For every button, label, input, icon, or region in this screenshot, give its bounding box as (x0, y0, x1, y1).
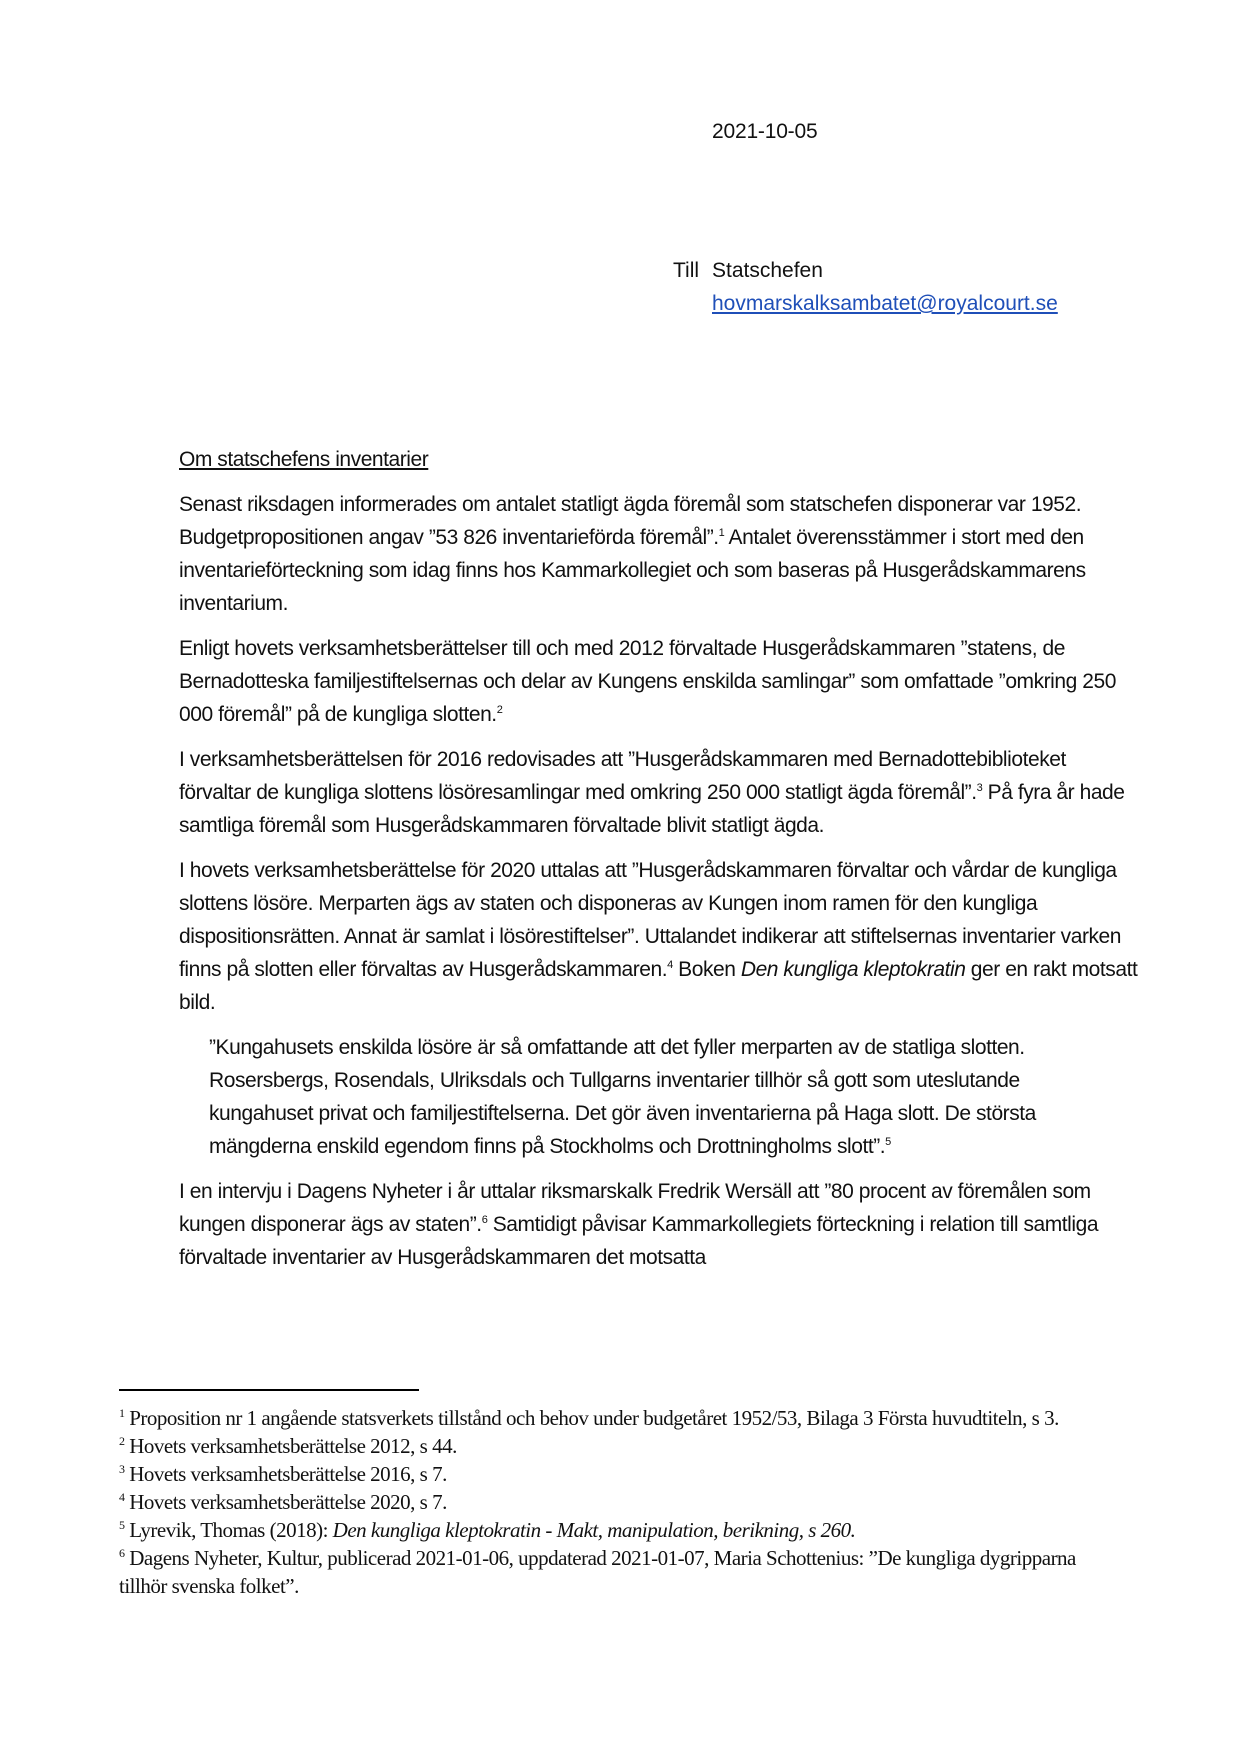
letter-title: Om statschefens inventarier (179, 448, 429, 471)
recipient-email-row (673, 287, 1058, 320)
recipient-name: Statschefen (712, 259, 823, 282)
footnote-ref-5[interactable]: 5 (885, 1136, 891, 1148)
recipient-block (673, 254, 1058, 320)
paragraph-1: Senast riksdagen informerades om antalet statligt ägda föremål som statschefen disponerar var 1952. Budgetpropositionen angav ”53 826 inventarieförda föremål”.$^1$ Antalet överensstämmer i stort med den inventarieförteckning som idag finns hos Kammarkollegiet och som baseras på Husgerådskammarens inventarium. (179, 493, 1086, 615)
footnote-ref-6[interactable]: 6 (481, 1214, 488, 1226)
paragraph-5: I en intervju i Dagens Nyheter i år uttalar riksmarskalk Fredrik Wersäll att ”80 procent av föremålen som kungen disponerar ägs av staten”.$^6$ Samtidigt påvisar Kammarkollegiets förteckning i relation till samtliga förvaltade inventarier av Husgerådskammaren det motsatta (179, 1180, 1099, 1269)
footnote-ref-2[interactable]: 2 (496, 704, 503, 716)
footnote-2: $^2$ Hovets verksamhetsberättelse 2012, s 44. (119, 1434, 457, 1458)
recipient-row (673, 254, 1058, 287)
recipient-label: Till (673, 259, 700, 282)
footnote-3: $^3$ Hovets verksamhetsberättelse 2016, s 7. (119, 1462, 447, 1486)
footnote-ref-3[interactable]: 3 (976, 782, 983, 794)
footnote-4: $^4$ Hovets verksamhetsberättelse 2020, s 7. (119, 1490, 447, 1514)
paragraph-4: I hovets verksamhetsberättelse för 2020 uttalas att ”Husgerådskammaren förvaltar och vårdar de kungliga slottens lösöre. Merparten ägs av staten och disponeras av Kungen inom ramen för den kungliga dispositionsrätten. Annat är samlat i lösörestiftelser”. Uttalandet indikerar att stiftelsernas inventarier varken finns på slotten eller förvaltas av Husgerådskammaren.$^4$ Boken Den kungliga kleptokratin ger en rakt motsatt bild. (179, 859, 1138, 1014)
book-title: Den kungliga kleptokratin (740, 958, 966, 981)
letter-date: 2021-10-05 (712, 120, 818, 143)
footnote-1: $^1$ Proposition nr 1 angående statsverkets tillstånd och behov under budgetåret 1952/53, Bilaga 3 Första huvudtiteln, s 3. (119, 1406, 1059, 1430)
footnote-ref-4[interactable]: 4 (667, 959, 673, 971)
paragraph-3: I verksamhetsberättelsen för 2016 redovisades att ”Husgerådskammaren med Bernadottebiblioteket förvaltar de kungliga slottens lösöresamlingar med omkring 250 000 statligt ägda föremål”.$^3$ På fyra år hade samtliga föremål som Husgerådskammaren förvaltade blivit statligt ägda. (179, 748, 1125, 837)
footnote-ref-1[interactable]: 1 (718, 527, 725, 539)
paragraph-2: Enligt hovets verksamhetsberättelser till och med 2012 förvaltade Husgerådskammaren ”statens, de Bernadotteska familjestiftelsernas och delar av Kungens enskilda samlingar” som omfattade ”omkring 250 000 föremål” på de kungliga slotten.$^2$ (179, 637, 1116, 726)
block-quote: ”Kungahusets enskilda lösöre är så omfattande att det fyller merparten av de statliga slotten. Rosersbergs, Rosendals, Ulriksdals och Tullgarns inventarier tillhör så gott som uteslutande kungahuset privat och familjestiftelserna. Det gör även inventarierna på Haga slott. De största mängderna enskild egendom finns på Stockholms och Drottningholms slott”.$^5$ (209, 1036, 1036, 1158)
letter-body (179, 443, 1139, 1286)
recipient-email-link[interactable]: hovmarskalksambatet@royalcourt.se (712, 292, 1058, 315)
footnote-separator (119, 1389, 419, 1391)
footnote-6: $^6$ Dagens Nyheter, Kultur, publicerad 2021-01-06, uppdaterad 2021-01-07, Maria Schottenius: ”De kungliga dygripparna tillhör svenska folket”. (119, 1546, 1076, 1598)
footnotes (119, 1404, 1119, 1600)
footnote-5: $^5$ Lyrevik, Thomas (2018): Den kungliga kleptokratin - Makt, manipulation, berikning, s 260. (119, 1518, 856, 1542)
